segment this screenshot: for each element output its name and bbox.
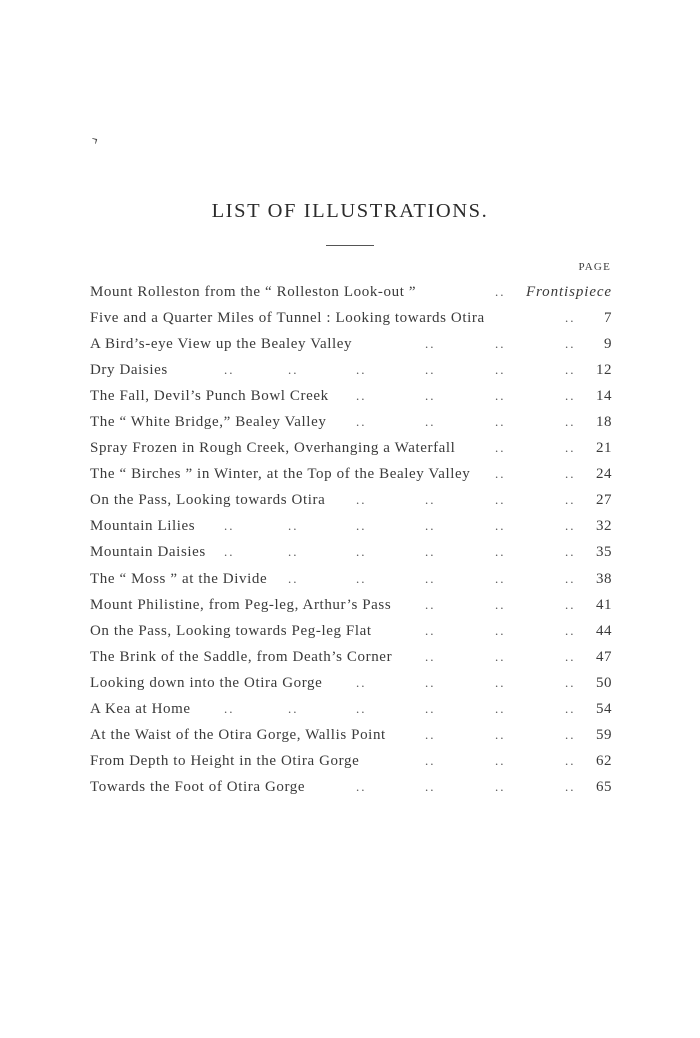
illustration-entry [90,515,612,541]
illustration-page-number: 47 [596,648,612,665]
leader-dots: .. [565,414,576,430]
illustration-title: Mount Rolleston from the “ Rolleston Look-out ” [90,284,417,300]
leader-dots: .. [425,414,436,430]
illustration-page-number: Frontispiece [525,284,612,300]
illustration-title: Spray Frozen in Rough Creek, Overhanging a Waterfall [90,440,456,457]
page-column-heading: PAGE [578,261,611,273]
illustration-title: Looking down into the Otira Gorge [90,674,323,691]
illustration-entry [90,620,612,646]
leader-dots: .. [224,544,235,560]
leader-dots: .. [495,466,506,482]
leader-dots: .. [425,492,436,508]
leader-dots: .. [425,596,436,612]
illustration-page-number: 21 [596,440,612,457]
leader-dots: .. [495,336,506,352]
illustration-page-number: 54 [596,700,612,717]
leader-dots: .. [565,648,576,664]
leader-dots: .. [356,362,367,378]
illustration-title: The Fall, Devil’s Punch Bowl Creek [90,388,329,405]
illustration-entry [90,698,612,724]
illustration-page-number: 50 [596,674,612,691]
leader-dots: .. [288,362,299,378]
illustration-entry [90,568,612,594]
leader-dots: .. [288,570,299,586]
leader-dots: .. [425,674,436,690]
leader-dots: .. [495,674,506,690]
leader-dots: .. [495,518,506,534]
leader-dots: .. [495,752,506,768]
leader-dots: .. [425,388,436,404]
illustration-title: Five and a Quarter Miles of Tunnel : Looking towards Otira [90,310,485,327]
illustration-title: Mountain Lilies [90,518,196,535]
leader-dots: .. [425,726,436,742]
illustrations-list [90,281,612,802]
leader-dots: .. [495,596,506,612]
leader-dots: .. [565,388,576,404]
leader-dots: .. [565,518,576,534]
leader-dots: .. [565,700,576,716]
illustration-title: The “ White Bridge,” Bealey Valley [90,414,327,431]
leader-dots: .. [288,544,299,560]
illustration-entry [90,750,612,776]
leader-dots: .. [565,336,576,352]
illustration-entry [90,359,612,385]
title-rule [326,245,374,246]
illustration-page-number: 35 [596,544,612,561]
page-title: LIST OF ILLUSTRATIONS. [211,200,489,222]
leader-dots: .. [224,700,235,716]
illustration-title: A Bird’s-eye View up the Bealey Valley [90,336,353,353]
illustration-title: Mount Philistine, from Peg-leg, Arthur’s Pass [90,596,392,613]
leader-dots: .. [495,622,506,638]
leader-dots: .. [495,700,506,716]
illustration-entry [90,724,612,750]
leader-dots: .. [356,414,367,430]
illustration-page-number: 12 [596,362,612,379]
illustration-page-number: 14 [596,388,612,405]
leader-dots: .. [425,570,436,586]
illustration-entry [90,594,612,620]
illustration-title: The “ Birches ” in Winter, at the Top of the Bealey Valley [90,466,471,483]
illustration-page-number: 59 [596,726,612,743]
illustration-title: On the Pass, Looking towards Otira [90,492,326,509]
leader-dots: .. [495,778,506,794]
illustration-entry [90,385,612,411]
illustration-title: Dry Daisies [90,362,168,379]
illustration-page-number: 24 [596,466,612,483]
leader-dots: .. [495,414,506,430]
leader-dots: .. [495,544,506,560]
leader-dots: .. [356,388,367,404]
leader-dots: .. [495,440,506,456]
illustration-entry [90,776,612,802]
leader-dots: .. [425,336,436,352]
leader-dots: .. [565,544,576,560]
leader-dots: .. [356,492,367,508]
illustration-page-number: 18 [596,414,612,431]
leader-dots: .. [565,310,576,326]
illustration-page-number: 7 [604,310,612,327]
illustration-title: The Brink of the Saddle, from Death’s Corner [90,648,393,665]
leader-dots: .. [356,674,367,690]
leader-dots: .. [425,518,436,534]
leader-dots: .. [495,648,506,664]
leader-dots: .. [356,778,367,794]
leader-dots: .. [495,570,506,586]
leader-dots: .. [425,622,436,638]
leader-dots: .. [565,440,576,456]
illustration-page-number: 27 [596,492,612,509]
leader-dots: .. [288,700,299,716]
leader-dots: .. [224,518,235,534]
leader-dots: .. [495,362,506,378]
leader-dots: .. [224,362,235,378]
leader-dots: .. [425,752,436,768]
illustration-page-number: 41 [596,596,612,613]
illustration-entry [90,672,612,698]
illustration-title: Mountain Daisies [90,544,206,561]
leader-dots: .. [495,388,506,404]
leader-dots: .. [565,778,576,794]
illustration-title: A Kea at Home [90,700,191,717]
illustration-title: Towards the Foot of Otira Gorge [90,778,306,795]
leader-dots: .. [565,674,576,690]
illustration-entry [90,437,612,463]
leader-dots: .. [356,570,367,586]
illustration-title: On the Pass, Looking towards Peg-leg Flat [90,622,372,639]
leader-dots: .. [565,622,576,638]
illustration-title: At the Waist of the Otira Gorge, Wallis Point [90,726,386,743]
illustration-page-number: 9 [604,336,612,353]
illustration-entry [90,333,612,359]
leader-dots: .. [565,492,576,508]
leader-dots: .. [565,752,576,768]
leader-dots: .. [425,544,436,560]
illustration-entry [90,463,612,489]
leader-dots: .. [356,544,367,560]
illustration-entry [90,541,612,567]
illustration-entry [90,307,612,333]
illustration-entry [90,411,612,437]
illustration-page-number: 44 [596,622,612,639]
illustration-title: The “ Moss ” at the Divide [90,570,268,587]
illustration-page-number: 38 [596,570,612,587]
leader-dots: .. [425,362,436,378]
illustration-page-number: 32 [596,518,612,535]
leader-dots: .. [565,570,576,586]
leader-dots: .. [356,518,367,534]
leader-dots: .. [565,466,576,482]
leader-dots: .. [565,596,576,612]
corner-mark: › [87,129,103,150]
leader-dots: .. [495,284,506,299]
leader-dots: .. [288,518,299,534]
illustration-title: From Depth to Height in the Otira Gorge [90,752,360,769]
leader-dots: .. [425,778,436,794]
leader-dots: .. [425,700,436,716]
leader-dots: .. [356,700,367,716]
illustration-page-number: 62 [596,752,612,769]
illustration-page-number: 65 [596,778,612,795]
illustration-entry [90,281,612,307]
illustration-entry [90,646,612,672]
illustration-entry [90,489,612,515]
leader-dots: .. [425,648,436,664]
leader-dots: .. [495,492,506,508]
leader-dots: .. [565,362,576,378]
leader-dots: .. [495,726,506,742]
leader-dots: .. [565,726,576,742]
